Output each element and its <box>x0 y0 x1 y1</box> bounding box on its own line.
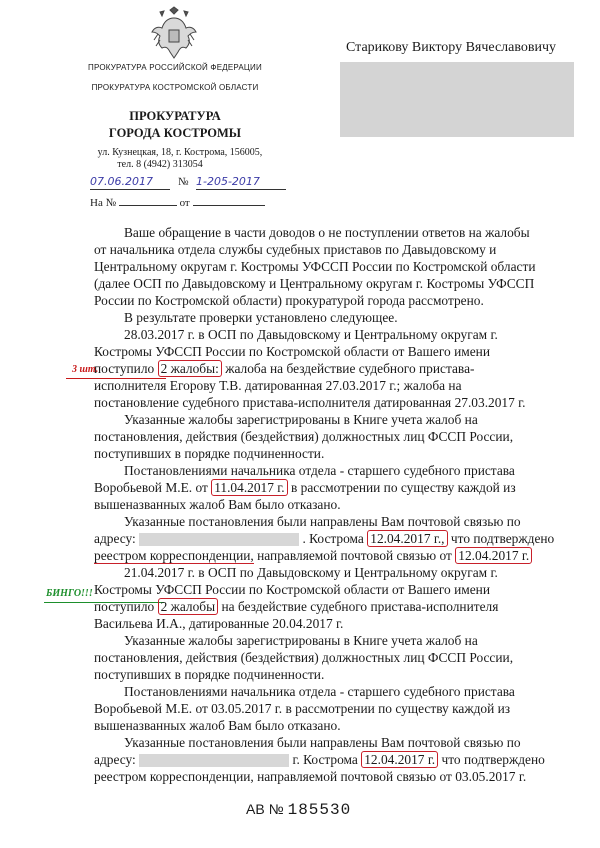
form-series: АВ № <box>246 801 284 817</box>
highlighted-date: 12.04.2017 г. <box>455 547 532 564</box>
body-line: постановления, действия (бездействия) должностных лиц ФССП России, <box>94 429 514 444</box>
body-line: Костромы УФССП России по Костромской области от Вашего имени <box>94 582 490 597</box>
body-line: постановления, действия (бездействия) должностных лиц ФССП России, <box>94 650 514 665</box>
reply-to-number: На № от <box>90 197 265 209</box>
form-serial <box>246 801 351 819</box>
body-line: России по Костромской области) прокуратурой города рассмотрено. <box>94 293 484 308</box>
highlighted-date: 11.04.2017 г. <box>211 479 287 496</box>
office-address: ул. Кузнецкая, 18, г. Кострома, 156005, <box>97 147 263 158</box>
body-line: реестром корреспонденции, направляемой почтовой связью от 12.04.2017 г. <box>94 547 532 564</box>
number-symbol: № <box>178 176 189 188</box>
body-line: 28.03.2017 г. в ОСП по Давыдовскому и Центральному округам г. <box>124 327 498 342</box>
body-line: адресу: . Кострома 12.04.2017 г., что подтверждено <box>94 531 555 546</box>
body-line: вышеназванных жалоб Вам было отказано. <box>94 718 341 733</box>
body-line: Васильева И.А., датированные 20.04.2017 г. <box>94 616 344 631</box>
underlined-registry: реестром корреспонденции, <box>94 548 254 563</box>
office-title-line2: ГОРОДА КОСТРОМЫ <box>108 126 242 140</box>
handwritten-number: 1-205-2017 <box>196 175 260 188</box>
count-note-annotation: 3 шт. <box>72 364 99 375</box>
body-line: исполнителя Егорову Т.В. датированная 27.03.2017 г.; жалоба на <box>94 378 462 393</box>
body-line: Указанные постановления были направлены Вам почтовой связью по <box>124 735 521 750</box>
body-line: адресу: г. Кострома 12.04.2017 г. что подтверждено <box>94 752 545 767</box>
highlighted-complaint-count: 2 жалобы: <box>158 360 222 377</box>
body-line: реестром корреспонденции, направляемой почтовой связью от 03.05.2017 г. <box>94 769 527 784</box>
body-line: Центральному округам г. Костромы УФССП России по Костромской области <box>94 259 536 274</box>
body-line: Воробьевой М.Е. от 03.05.2017 г. в рассмотрении по существу каждой из <box>94 701 511 716</box>
body-line: поступило 2 жалобы: жалоба на бездействие судебного пристава- <box>94 361 475 376</box>
body-line: Указанные постановления были направлены Вам почтовой связью по <box>124 514 521 529</box>
body-line: поступило 2 жалобы на бездействие судебного пристава-исполнителя <box>94 599 499 614</box>
body-line: Постановлениями начальника отдела - старшего судебного пристава <box>124 684 515 699</box>
highlighted-date: 12.04.2017 г. <box>361 751 438 768</box>
body-line: Указанные жалобы зарегистрированы в Книге учета жалоб на <box>124 412 478 427</box>
letter-body <box>94 0 584 848</box>
highlighted-date: 12.04.2017 г., <box>367 530 447 547</box>
body-line: поступивших в порядке подчиненности. <box>94 667 325 682</box>
body-line: Ваше обращение в части доводов о не поступлении ответов на жалобы <box>124 225 530 240</box>
org-line-regional: ПРОКУРАТУРА КОСТРОМСКОЙ ОБЛАСТИ <box>91 83 259 92</box>
body-line: от начальника отдела службы судебных приставов по Давыдовскому и <box>94 242 497 257</box>
org-line-federal: ПРОКУРАТУРА РОССИЙСКОЙ ФЕДЕРАЦИИ <box>88 63 262 72</box>
body-line: В результате проверки установлено следующее. <box>124 310 398 325</box>
office-phone: тел. 8 (4942) 313054 <box>117 159 203 170</box>
body-line: поступивших в порядке подчиненности. <box>94 446 325 461</box>
body-line: Костромы УФССП России по Костромской области от Вашего имени <box>94 344 490 359</box>
body-line: Воробьевой М.Е. от 11.04.2017 г. в рассмотрении по существу каждой из <box>94 480 516 495</box>
body-line: Указанные жалобы зарегистрированы в Книге учета жалоб на <box>124 633 478 648</box>
highlighted-complaint-count: 2 жалобы <box>158 598 219 615</box>
bingo-annotation: БИНГО!!! <box>46 588 93 599</box>
handwritten-date: 07.06.2017 <box>90 175 153 188</box>
office-title-line1: ПРОКУРАТУРА <box>129 109 221 123</box>
redacted-address <box>139 533 299 546</box>
form-number: 185530 <box>287 801 352 819</box>
body-line: Постановлениями начальника отдела - старшего судебного пристава <box>124 463 515 478</box>
body-line: 21.04.2017 г. в ОСП по Давыдовскому и Центральному округам г. <box>124 565 498 580</box>
body-line: вышеназванных жалоб Вам было отказано. <box>94 497 341 512</box>
redacted-address <box>139 754 289 767</box>
recipient-name: Старикову Виктору Вячеславовичу <box>346 40 557 55</box>
body-line: постановление судебного пристава-исполнителя датированная 27.03.2017 г. <box>94 395 526 410</box>
body-line: (далее ОСП по Давыдовскому и Центральному округам г. Костромы УФССП <box>94 276 535 291</box>
